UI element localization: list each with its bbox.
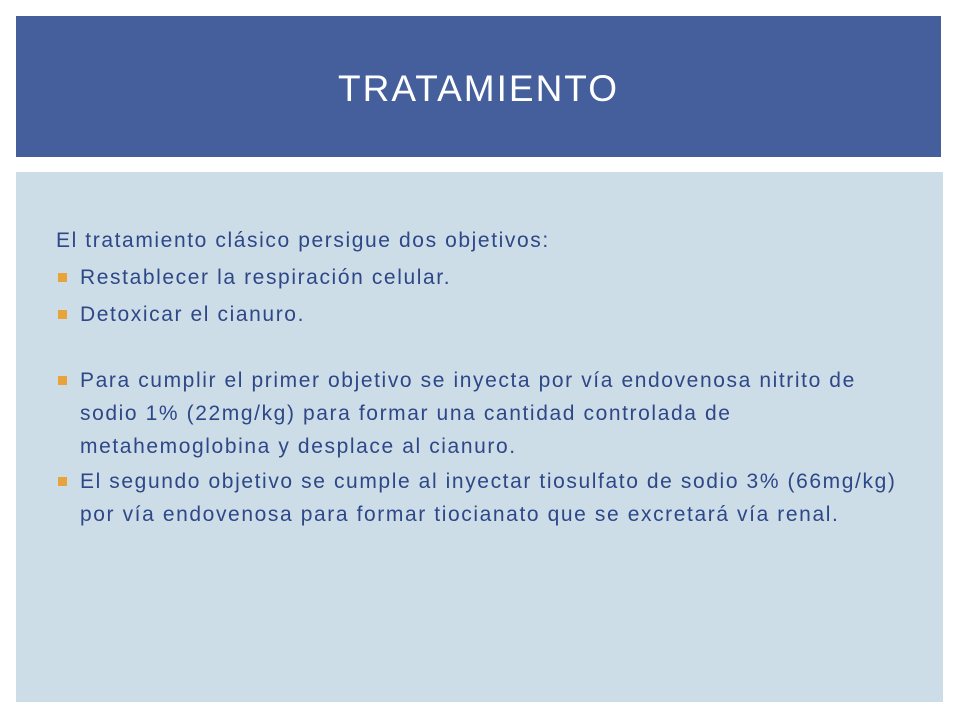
bullet-text: El segundo objetivo se cumple al inyectar tiosulfato de sodio 3% (66mg/kg) por vía endovenosa para formar tiocianato que se excretará vía renal. [80,470,897,526]
bullet-text: Para cumplir el primer objetivo se inyecta por vía endovenosa nitrito de sodio 1% (22mg/kg) para formar una cantidad controlada de metahemoglobina y desplace al cianuro. [80,369,856,458]
bullet-text: Restablecer la respiración celular. [80,266,452,289]
square-bullet-icon [58,273,67,282]
square-bullet-icon [58,376,67,385]
bullet-item [56,261,906,294]
title-bar [16,16,941,157]
content-panel [16,172,943,702]
bullet-text: Detoxicar el cianuro. [80,303,306,326]
bullet-item [56,364,906,463]
bullet-item [56,298,906,331]
intro-text: El tratamiento clásico persigue dos objetivos: [56,229,550,252]
square-bullet-icon [58,310,67,319]
bullet-item [56,465,906,531]
slide-body [56,224,906,531]
square-bullet-icon [58,477,67,486]
slide-title: TRATAMIENTO [338,67,619,109]
